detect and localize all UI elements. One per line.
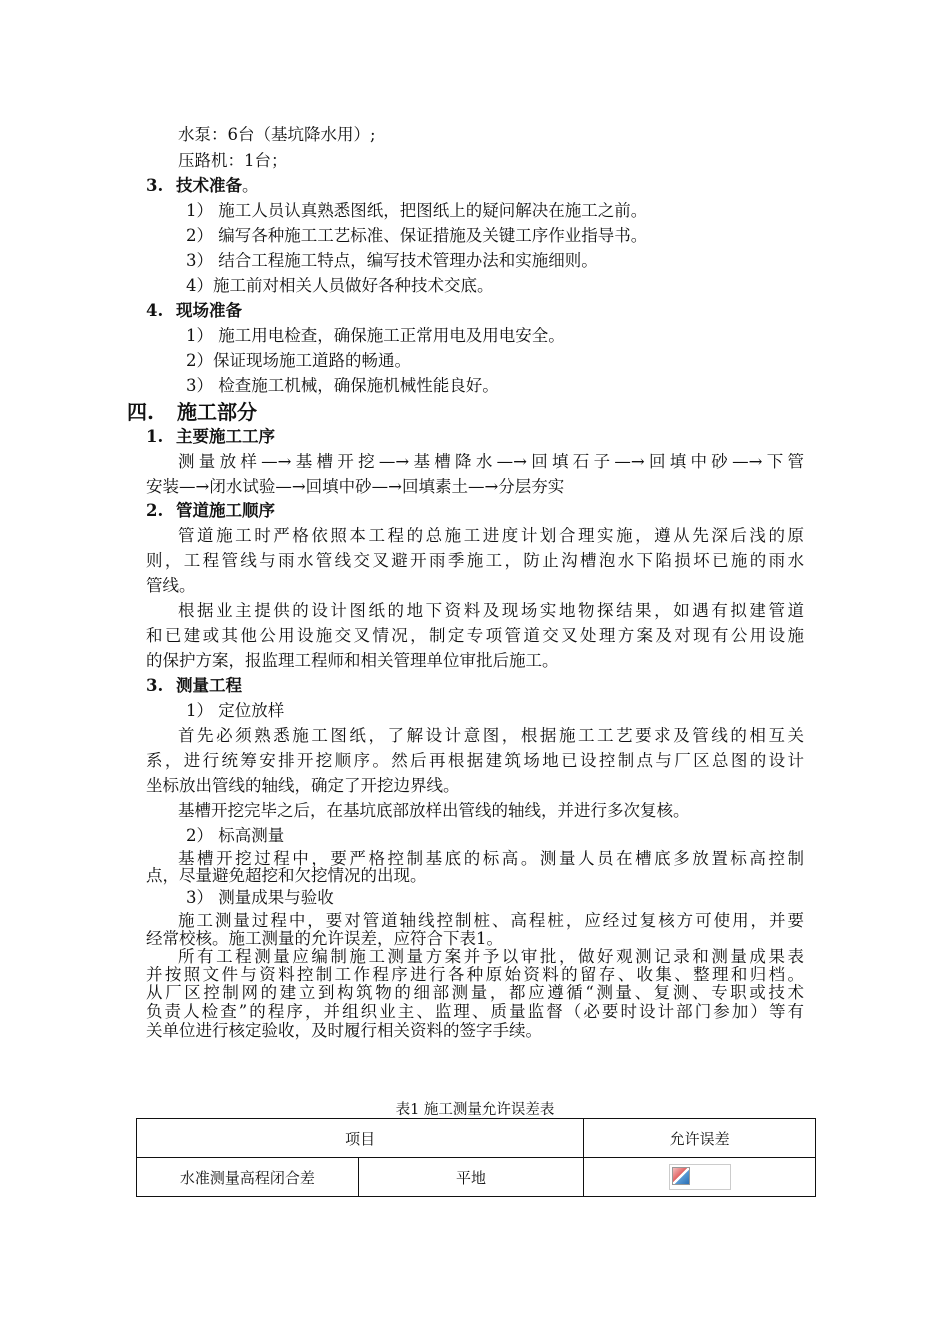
list-item: 3） 检查施工机械，确保施机械性能良好。 bbox=[186, 376, 499, 395]
paragraph-line: 则，工程管线与雨水管线交叉避开雨季施工，防止沟槽泡水下陷损坏已施的雨水 bbox=[146, 551, 804, 570]
heading-number: 3. bbox=[146, 176, 164, 195]
section-title: 施工部分 bbox=[177, 400, 257, 424]
heading-tech-prep bbox=[0, 175, 950, 197]
list-item: 4）施工前对相关人员做好各种技术交底。 bbox=[186, 276, 494, 295]
paragraph-line: 管道施工时严格依照本工程的总施工进度计划合理实施，遵从先深后浅的原 bbox=[178, 526, 804, 545]
heading-text: 技术准备 bbox=[176, 176, 242, 195]
list-item: 2） 编写各种施工工艺标准、保证措施及关键工序作业指导书。 bbox=[186, 226, 648, 245]
table-header-row bbox=[137, 1119, 816, 1158]
table-cell-value bbox=[584, 1158, 816, 1197]
paragraph-line: 安装—→闭水试验—→回填中砂—→回填素土—→分层夯实 bbox=[146, 477, 565, 496]
heading-text: 现场准备 bbox=[176, 301, 242, 320]
heading-site-prep bbox=[0, 300, 950, 322]
paragraph-line: 并按照文件与资料控制工作程序进行各种原始资料的留存、收集、整理和归档。 bbox=[146, 965, 804, 984]
table-row bbox=[137, 1158, 816, 1197]
paragraph-line: 基槽开挖完毕之后，在基坑底部放样出管线的轴线，并进行多次复核。 bbox=[178, 801, 690, 820]
paragraph-line: 管线。 bbox=[146, 576, 196, 595]
section-heading-construction bbox=[0, 399, 950, 425]
paragraph-line: 经常校核。施工测量的允许误差，应符合下表1。 bbox=[146, 929, 503, 948]
list-item: 2）保证现场施工道路的畅通。 bbox=[186, 351, 411, 370]
paragraph-line: 坐标放出管线的轴线，确定了开挖边界线。 bbox=[146, 776, 460, 795]
heading-number: 3. bbox=[146, 676, 164, 695]
paragraph-line: 所有工程测量应编制施工测量方案并予以审批，做好观测记录和测量成果表 bbox=[178, 947, 804, 966]
paragraph-line: 关单位进行核定验收，及时履行相关资料的签字手续。 bbox=[146, 1021, 542, 1040]
table-header-tolerance: 允许误差 bbox=[584, 1119, 816, 1158]
paragraph-line: 根据业主提供的设计图纸的地下资料及现场实地物探结果，如遇有拟建管道 bbox=[178, 601, 804, 620]
broken-image-icon bbox=[669, 1164, 731, 1190]
heading-number: 1. bbox=[146, 427, 164, 446]
table-cell-item: 水准测量高程闭合差 bbox=[137, 1158, 359, 1197]
paragraph-line: 从厂区控制网的建立到构筑物的细部测量，都应遵循“测量、复测、专职或技术 bbox=[146, 983, 804, 1002]
list-item: 1） 施工用电检查，确保施工正常用电及用电安全。 bbox=[186, 326, 565, 345]
heading-survey bbox=[0, 675, 950, 697]
sub-heading: 1） 定位放样 bbox=[186, 701, 285, 720]
paragraph-line: 点，尽量避免超挖和欠挖情况的出现。 bbox=[146, 866, 427, 885]
tolerance-table bbox=[136, 1118, 816, 1197]
heading-text: 测量工程 bbox=[176, 676, 242, 695]
equipment-line-pump: 水泵：6台（基坑降水用）; bbox=[178, 125, 376, 144]
paragraph-line: 基槽开挖过程中，要严格控制基底的标高。测量人员在槽底多放置标高控制 bbox=[178, 849, 804, 868]
paragraph-line: 测量放样—→基槽开挖—→基槽降水—→回填石子—→回填中砂—→下管 bbox=[178, 452, 804, 471]
paragraph-line: 和已建或其他公用设施交叉情况，制定专项管道交叉处理方案及对现有公用设施 bbox=[146, 626, 804, 645]
sub-heading: 3） 测量成果与验收 bbox=[186, 888, 334, 907]
list-item: 3） 结合工程施工特点，编写技术管理办法和实施细则。 bbox=[186, 251, 598, 270]
heading-tail: 。 bbox=[242, 176, 259, 195]
sub-heading: 2） 标高测量 bbox=[186, 826, 285, 845]
table-caption: 表1 施工测量允许误差表 bbox=[395, 1102, 555, 1118]
paragraph-line: 系，进行统筹安排开挖顺序。然后再根据建筑场地已设控制点与厂区总图的设计 bbox=[146, 751, 804, 770]
section-number: 四. bbox=[127, 400, 154, 424]
heading-number: 4. bbox=[146, 301, 164, 320]
table-header-item: 项目 bbox=[137, 1119, 584, 1158]
paragraph-line: 施工测量过程中，要对管道轴线控制桩、高程桩，应经过复核方可使用，并要 bbox=[178, 911, 804, 930]
heading-number: 2. bbox=[146, 501, 164, 520]
list-item: 1） 施工人员认真熟悉图纸，把图纸上的疑问解决在施工之前。 bbox=[186, 201, 648, 220]
heading-text: 主要施工工序 bbox=[176, 427, 275, 446]
heading-text: 管道施工顺序 bbox=[176, 501, 275, 520]
paragraph-line: 的保护方案，报监理工程师和相关管理单位审批后施工。 bbox=[146, 651, 559, 670]
heading-main-process bbox=[0, 426, 950, 448]
paragraph-line: 负责人检查”的程序，并组织业主、监理、质量监督（必要时设计部门参加）等有 bbox=[146, 1002, 804, 1021]
equipment-line-roller: 压路机：1台； bbox=[178, 151, 288, 170]
paragraph-line: 首先必须熟悉施工图纸，了解设计意图，根据施工工艺要求及管线的相互关 bbox=[178, 726, 804, 745]
heading-pipe-sequence bbox=[0, 500, 950, 522]
table-cell-terrain: 平地 bbox=[358, 1158, 584, 1197]
